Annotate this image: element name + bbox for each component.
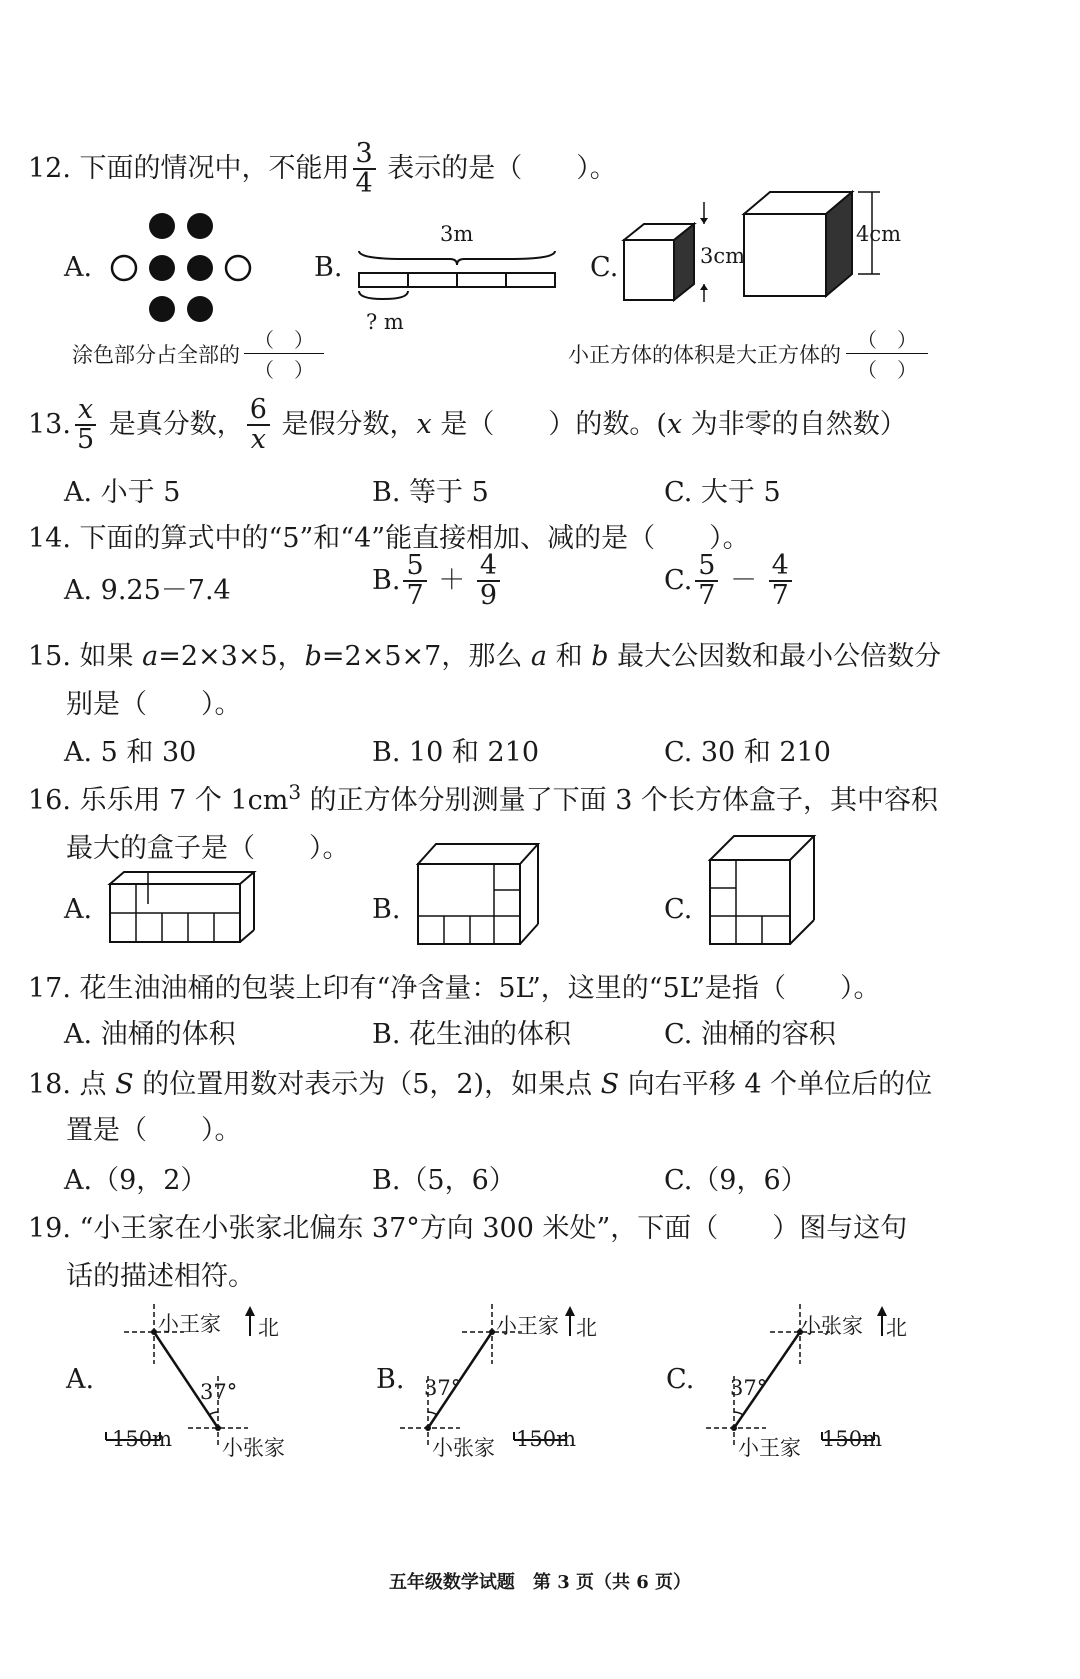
- q19-a-zhang: 小张家: [222, 1436, 285, 1460]
- q13-option-c: C. 大于 5: [664, 477, 781, 508]
- q16-box-b: [414, 840, 544, 950]
- q12-bar-figure: [355, 245, 565, 305]
- q18-option-a: A.（9，2）: [64, 1165, 208, 1196]
- q14-option-c: C. $\frac{5}{7}$ － $\frac{4}{7}$: [664, 552, 795, 611]
- q13-stem: 13. $\frac{x}{5}$ 是真分数， $\frac{6}{x}$ 是假分数，x 是（ ）的数。(x 为非零的自然数）: [28, 394, 907, 456]
- q14-stem: 14. 下面的算式中的“5”和“4”能直接相加、减的是（ ）。: [28, 523, 750, 554]
- q15-option-c: C. 30 和 210: [664, 737, 831, 768]
- q19-a-scale: 150m: [112, 1427, 172, 1451]
- q12-a-caption: 涂色部分占全部的: [72, 343, 240, 367]
- q12-b-top-label: 3m: [440, 222, 474, 246]
- q16-stem-line2: 最大的盒子是（ ）。: [66, 833, 350, 864]
- q14-option-a: A. 9.25－7.4: [64, 575, 231, 606]
- q19-b-wang: 小王家: [496, 1314, 559, 1338]
- q14-option-b: B. $\frac{5}{7}$ ＋ $\frac{4}{9}$: [372, 552, 503, 611]
- q12-dots-figure: [110, 208, 260, 328]
- q19-b-zhang: 小张家: [432, 1436, 495, 1460]
- q16-box-a: [106, 868, 256, 948]
- q18-option-c: C.（9，6）: [664, 1165, 808, 1196]
- q16-stem-line1: 16. 乐乐用 7 个 $1cm^3$ 的正方体分别测量了下面 3 个长方体盒子，其中容积: [28, 780, 939, 816]
- q15-option-b: B. 10 和 210: [372, 737, 540, 768]
- q15-stem-line1: 15. 如果 a=2×3×5，b=2×5×7，那么 a 和 b 最大公因数和最小公倍数分: [28, 641, 942, 672]
- q19-b-scale: 150m: [516, 1427, 576, 1451]
- q17-option-c: C. 油桶的容积: [664, 1019, 836, 1050]
- q16-option-c-label: C.: [664, 894, 693, 925]
- q19-c-scale: 150m: [822, 1427, 882, 1451]
- q19-c-zhang: 小张家: [800, 1314, 863, 1338]
- q15-option-a: A. 5 和 30: [64, 737, 197, 768]
- q19-b-angle: 37°: [424, 1376, 462, 1400]
- q16-option-a-label: A.: [64, 894, 93, 925]
- page-footer: 五年级数学试题 第 3 页（共 6 页）: [388, 1572, 692, 1593]
- q19-b-north: 北: [576, 1316, 597, 1340]
- q17-stem: 17. 花生油油桶的包装上印有“净含量：5L”，这里的“5L”是指（ ）。: [28, 973, 881, 1004]
- q18-option-b: B.（5，6）: [372, 1165, 516, 1196]
- q13-option-a: A. 小于 5: [64, 477, 181, 508]
- q13-option-b: B. 等于 5: [372, 477, 489, 508]
- q17-option-a: A. 油桶的体积: [64, 1019, 236, 1050]
- q16-option-b-label: B.: [372, 894, 401, 925]
- q17-option-b: B. 花生油的体积: [372, 1019, 572, 1050]
- q12-option-a-label: A.: [64, 252, 93, 283]
- q16-box-c: [706, 832, 818, 950]
- q12-option-c-label: C.: [590, 252, 619, 283]
- q12-b-bottom-label: ? m: [366, 310, 404, 334]
- q13-fraction-1: $\frac{x}{5}$: [74, 396, 97, 455]
- q12-c-small-label: 3cm: [700, 244, 746, 268]
- q19-stem-line1: 19. “小王家在小张家北偏东 37°方向 300 米处”，下面（ ）图与这句: [28, 1213, 908, 1244]
- q18-stem-line2: 置是（ ）。: [66, 1115, 242, 1146]
- q12-c-caption: 小正方体的体积是大正方体的: [568, 343, 841, 367]
- q19-a-angle: 37°: [200, 1380, 238, 1404]
- q12-option-b-label: B.: [314, 252, 343, 283]
- q12-cubes-figure: [620, 188, 910, 313]
- q19-c-north: 北: [886, 1316, 907, 1340]
- q12-text-after: 表示的是（ ）。: [378, 152, 617, 184]
- q12-c-large-label: 4cm: [856, 222, 902, 246]
- q12-stem: [28, 140, 617, 199]
- q19-stem-line2: 话的描述相符。: [66, 1261, 255, 1292]
- q19-a-wang: 小王家: [158, 1312, 221, 1336]
- q12-text-before: 12. 下面的情况中，不能用: [28, 152, 350, 184]
- q12-c-blank-fraction: （ ） （ ）: [846, 324, 928, 383]
- q18-stem-line1: 18. 点 S 的位置用数对表示为（5，2)，如果点 S 向右平移 4 个单位后的位: [28, 1069, 933, 1100]
- q19-a-north: 北: [258, 1316, 279, 1340]
- q19-option-b-label: B.: [376, 1364, 405, 1395]
- q19-option-c-label: C.: [666, 1364, 695, 1395]
- q19-option-a-label: A.: [66, 1364, 95, 1395]
- q13-fraction-2: $\frac{6}{x}$: [247, 396, 270, 455]
- q19-c-wang: 小王家: [738, 1436, 801, 1460]
- q15-stem-line2: 别是（ ）。: [66, 689, 242, 720]
- q19-c-angle: 37°: [730, 1376, 768, 1400]
- q12-a-blank-fraction: （ ） （ ）: [244, 324, 324, 383]
- q12-fraction: $\frac{3}{4}$: [353, 140, 376, 199]
